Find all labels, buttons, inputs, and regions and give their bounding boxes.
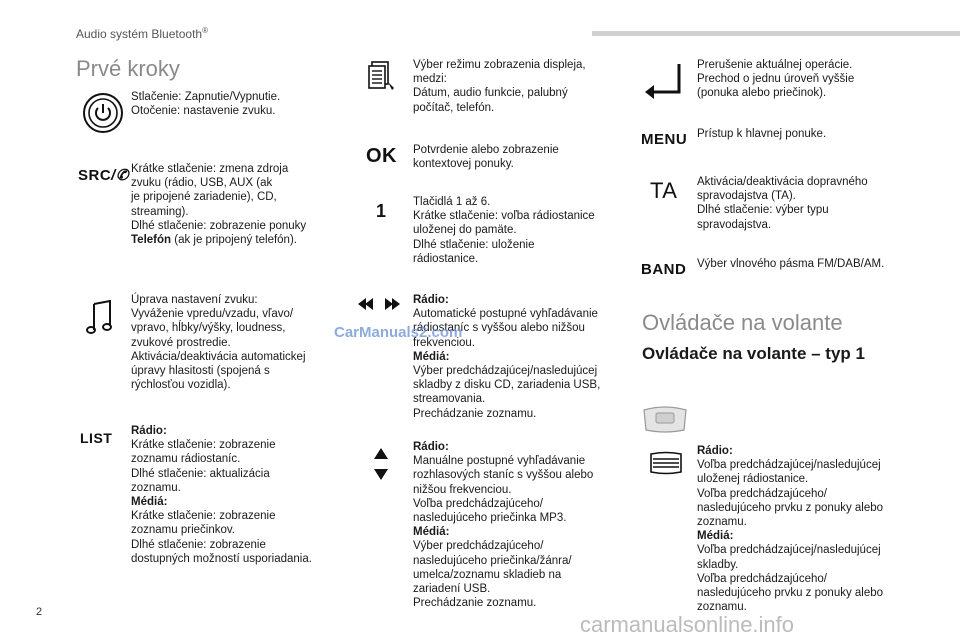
seek-arrows-icon [356, 296, 402, 312]
power-knob-icon [82, 92, 124, 134]
up-down-description: Rádio: Manuálne postupné vyhľadávanie rozhlasových staníc s vyššou alebo nižšou frekvenciou. Voľba predchádzajúceho/ nasledujúceho priečinka MP3. Médiá: Výber predchádzajúceho/ nasledujúceho priečinka/žánra/ umelca/zoznamu skladieb na zariadení USB. Prechádzanie zoznamu. [413, 441, 594, 610]
subsection-title-type-1: Ovládače na volante – typ 1 [642, 344, 865, 363]
page-number: 2 [36, 606, 43, 618]
music-note-icon [86, 300, 114, 336]
ta-description: Aktivácia/deaktivácia dopravného spravodajstva (TA). Dlhé stlačenie: výber typu spravodajstva. [697, 176, 868, 231]
menu-button-icon: MENU [641, 131, 688, 148]
band-button-icon: BAND [641, 261, 687, 278]
menu-description: Prístup k hlavnej ponuke. [697, 128, 827, 140]
src-description: Krátke stlačenie: zmena zdroja zvuku (rádio, USB, AUX (ak je pripojené zariadenie), CD, streaming). Dlhé stlačenie: zobrazenie ponuky Telefón (ak je pripojený telefón). [131, 163, 307, 247]
section-title-first-steps: Prvé kroky [76, 56, 180, 81]
src-button-icon: SRC/✆ [78, 167, 129, 184]
back-description: Prerušenie aktuálnej operácie. Prechod o jednu úroveň vyššie (ponuka alebo priečinok). [697, 59, 855, 100]
scroll-wheel-icon [649, 451, 683, 475]
header-bar [592, 31, 960, 36]
display-mode-description: Výber režimu zobrazenia displeja, medzi: Dátum, audio funkcie, palubný počítač, telefón. [413, 59, 586, 114]
sound-settings-description: Úprava nastavení zvuku: Vyváženie vpredu/vzadu, vľavo/ vpravo, hĺbky/výšky, loudness, zvukové prostredie. Aktivácia/deaktivácia automatickej úpravy hlasitosti (spojená s rýchlosťou vozidla). [131, 294, 306, 392]
ok-button-icon: OK [366, 145, 397, 167]
ta-button-icon: TA [650, 178, 678, 203]
watermark-footer: carmanualsonline.info [580, 612, 795, 637]
power-description: Stlačenie: Zapnutie/Vypnutie. Otočenie: nastavenie zvuku. [131, 91, 281, 118]
phone-slash-icon: /✆ [111, 167, 129, 184]
list-description: Rádio: Krátke stlačenie: zobrazenie zoznamu rádiostaníc. Dlhé stlačenie: aktualizácia zoznamu. Médiá: Krátke stlačenie: zobrazenie zoznamu priečinkov. Dlhé stlačenie: zobrazenie dostupných možností usporiadania. [131, 425, 312, 565]
steering-wheel-description: Rádio: Voľba predchádzajúcej/nasledujúcej uloženej rádiostanice. Voľba predchádzajúceho/ nasledujúceho prvku z ponuky alebo zoznamu. Médiá: Voľba predchádzajúcej/nasledujúcej skladby. Voľba predchádzajúceho/ nasledujúceho prvku z ponuky alebo zoznamu. [697, 445, 884, 614]
band-description: Výber vlnového pásma FM/DAB/AM. [697, 258, 885, 270]
list-button-icon: LIST [80, 430, 113, 446]
steering-control-pad-icon [640, 404, 690, 434]
display-mode-icon [368, 60, 396, 94]
running-header: Audio systém Bluetooth® [76, 26, 208, 41]
ok-description: Potvrdenie alebo zobrazenie kontextovej ponuky. [413, 144, 559, 171]
seek-description: Rádio: Automatické postupné vyhľadávanie rádiostaníc s vyššou alebo nižšou frekvenciou. Médiá: Výber predchádzajúcej/nasledujúcej skladby z disku CD, zariadenia USB, streamovania. Prechádzanie zoznamu. [413, 294, 601, 420]
preset-description: Tlačidlá 1 až 6. Krátke stlačenie: voľba rádiostanice uloženej do pamäte. Dlhé stlačenie: uloženie rádiostanice. [413, 196, 595, 265]
back-arrow-icon [643, 60, 685, 100]
section-title-steering-controls: Ovládače na volante [642, 310, 843, 335]
preset-button-icon: 1 [376, 201, 387, 221]
up-down-arrows-icon [372, 447, 390, 481]
watermark-carmanuals: CarManuals2.com [334, 324, 463, 341]
